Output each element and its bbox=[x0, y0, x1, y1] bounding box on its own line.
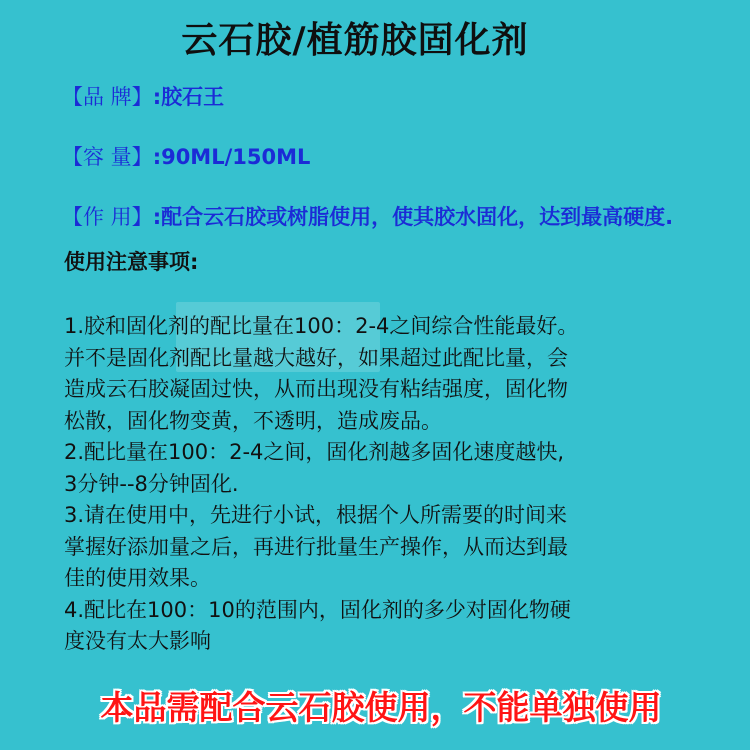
spec-function-row bbox=[62, 201, 673, 231]
usage-note-line: 1.胶和固化剂的配比量在100：2-4之间综合性能最好。 bbox=[64, 314, 579, 338]
spec-brand-label: 【品 牌】 bbox=[62, 85, 153, 109]
spec-function-label: 【作 用】 bbox=[62, 205, 153, 229]
usage-note-line: 4.配比在100：10的范围内，固化剂的多少对固化物硬 bbox=[64, 597, 571, 622]
usage-note-line: 造成云石胶凝固过快，从而出现没有粘结强度，固化物 bbox=[64, 377, 568, 401]
spec-volume-value: :90ML/150ML bbox=[152, 145, 311, 169]
usage-note-line: 松散，固化物变黄，不透明，造成废品。 bbox=[64, 408, 442, 433]
usage-note-line: 2.配比量在100：2-4之间，固化剂越多固化速度越快, bbox=[64, 440, 565, 464]
usage-notes-list bbox=[64, 311, 704, 658]
spec-function-value: :配合云石胶或树脂使用，使其胶水固化，达到最高硬度. bbox=[152, 205, 674, 229]
spec-volume-row bbox=[62, 141, 310, 171]
usage-note-line: 3.请在使用中，先进行小试，根据个人所需要的时间来 bbox=[64, 503, 568, 527]
usage-note-line: 佳的使用效果。 bbox=[64, 566, 211, 590]
spec-brand-row bbox=[62, 81, 224, 111]
warning-banner: 本品需配合云石胶使用，不能单独使用 bbox=[100, 688, 662, 727]
usage-note-line: 3分钟--8分钟固化. bbox=[64, 471, 239, 496]
usage-notes-heading: 使用注意事项: bbox=[64, 250, 199, 274]
spec-volume-label: 【容 量】 bbox=[62, 145, 153, 169]
usage-note-line: 并不是固化剂配比量越大越好，如果超过此配比量，会 bbox=[64, 345, 568, 370]
usage-note-line: 掌握好添加量之后，再进行批量生产操作，从而达到最 bbox=[64, 534, 568, 559]
spec-brand-value: :胶石王 bbox=[152, 85, 225, 109]
page-title: 云石胶/植筋胶固化剂 bbox=[181, 20, 529, 61]
usage-note-line: 度没有太大影响 bbox=[64, 629, 211, 653]
